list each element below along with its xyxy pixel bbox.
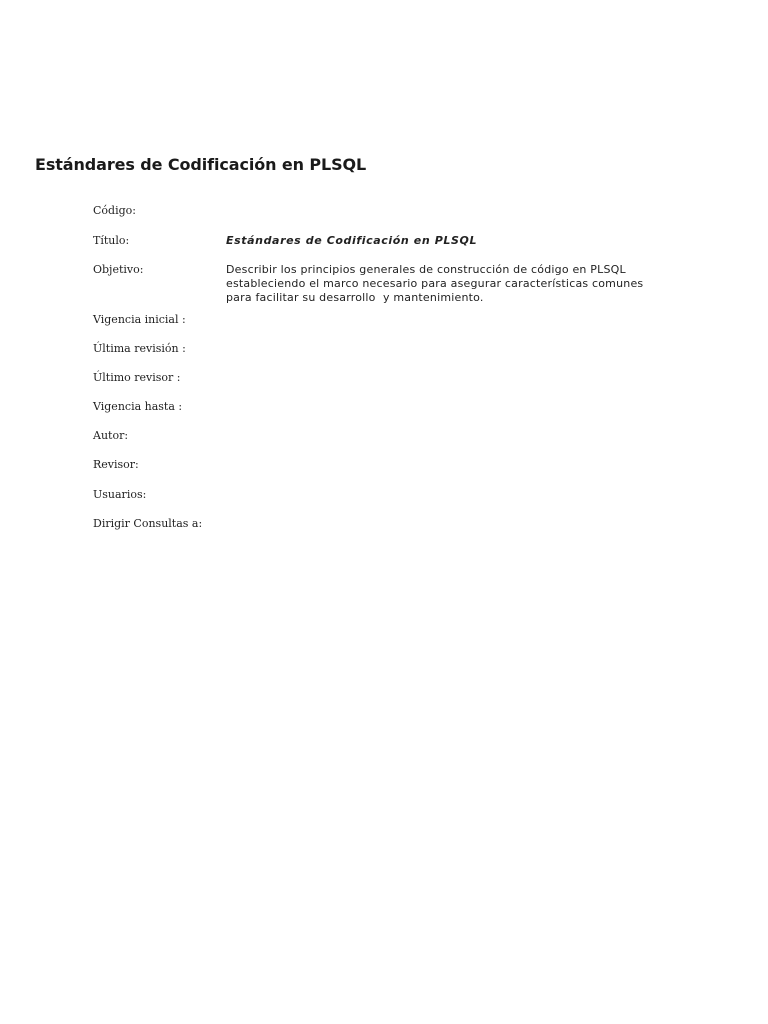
- field-label-titulo: Título:: [93, 234, 130, 247]
- field-label-vigencia-inicial: Vigencia inicial :: [93, 313, 186, 326]
- objetivo-line: estableciendo el marco necesario para asegurar características comunes: [226, 277, 644, 290]
- field-label-usuarios: Usuarios:: [93, 488, 147, 501]
- field-label-dirigir-consultas: Dirigir Consultas a:: [93, 517, 203, 530]
- field-label-vigencia-hasta: Vigencia hasta :: [93, 400, 183, 413]
- field-value-objetivo: [226, 263, 666, 305]
- field-label-revisor: Revisor:: [93, 458, 139, 471]
- field-label-ultima-revision: Última revisión :: [93, 342, 186, 355]
- objetivo-line: para facilitar su desarrollo y mantenimiento.: [226, 291, 484, 304]
- objetivo-line: Describir los principios generales de construcción de código en PLSQL: [226, 263, 626, 276]
- field-value-titulo: Estándares de Codificación en PLSQL: [226, 234, 478, 247]
- field-label-autor: Autor:: [93, 429, 129, 442]
- field-label-objetivo: Objetivo:: [93, 263, 144, 276]
- field-label-ultimo-revisor: Último revisor :: [93, 371, 181, 384]
- field-label-codigo: Código:: [93, 204, 136, 217]
- document-heading: Estándares de Codificación en PLSQL: [35, 155, 367, 174]
